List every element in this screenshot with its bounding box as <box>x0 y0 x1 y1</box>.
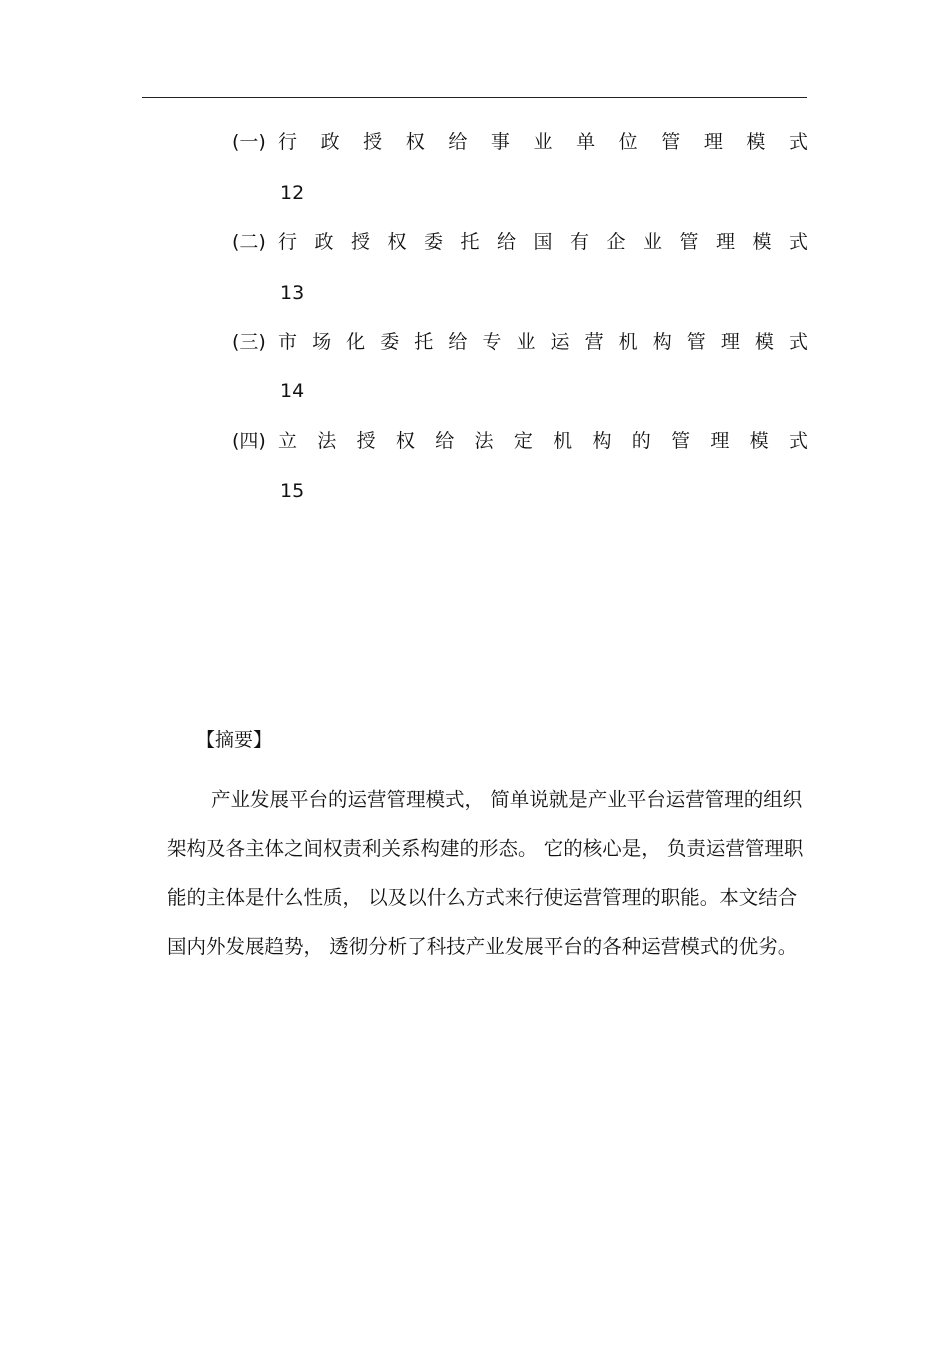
header-rule <box>142 97 807 98</box>
toc-entry-4[interactable] <box>232 426 808 456</box>
toc-page-number-4: 15 <box>280 480 305 502</box>
abstract-body: 产业发展平台的运营管理模式， 简单说就是产业平台运营管理的组织架构及各主体之间权责利关系构建的形态。 它的核心是， 负责运营管理职能的主体是什么性质， 以及以什么方式来行使运营管理的职能。本文结合国内外发展趋势， 透彻分析了科技产业发展平台的各种运营模式的优劣。 <box>167 788 804 958</box>
toc-entry-marker: (四) <box>232 430 266 452</box>
toc-page-number-2: 13 <box>280 282 305 304</box>
toc-entry-3[interactable] <box>232 327 808 357</box>
toc-entry-title: 行政授权委托给国有企业管理模式 <box>278 231 808 253</box>
abstract-heading: 【摘要】 <box>196 729 273 751</box>
toc-entry-marker: (二) <box>232 231 266 253</box>
toc-entry-2[interactable] <box>232 227 808 257</box>
toc-entry-marker: (一) <box>232 131 266 153</box>
toc-entry-1[interactable] <box>232 127 808 157</box>
toc-page-number-3: 14 <box>280 380 305 402</box>
toc-entry-title: 立法授权给法定机构的管理模式 <box>278 430 808 452</box>
toc-entry-marker: (三) <box>232 331 266 353</box>
toc-entry-title: 市场化委托给专业运营机构管理模式 <box>278 331 808 353</box>
toc-page-number-1: 12 <box>280 182 305 204</box>
toc-entry-title: 行政授权给事业单位管理模式 <box>278 131 808 153</box>
